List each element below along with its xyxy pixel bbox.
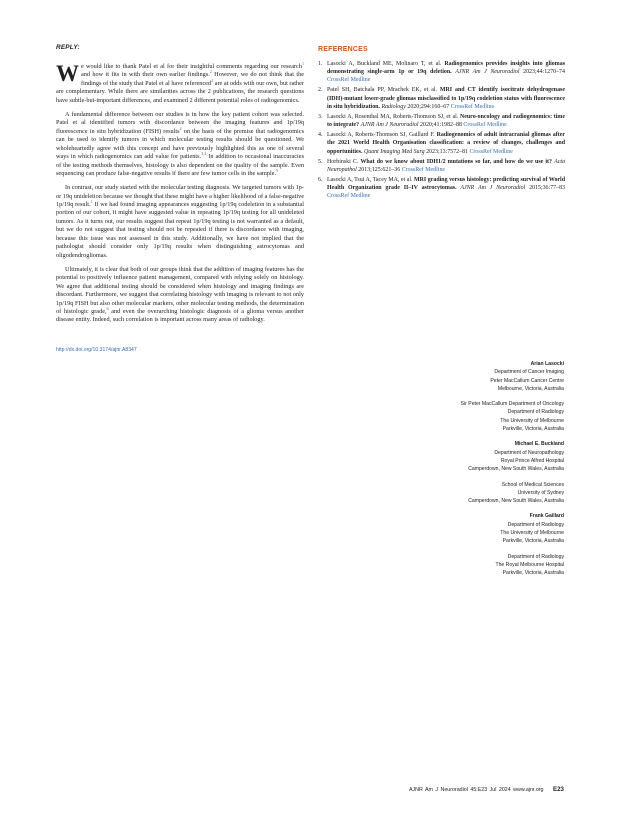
drop-cap: W <box>56 61 79 86</box>
reference-journal: AJNR Am J Neuroradiol <box>455 69 520 76</box>
reference-links[interactable]: CrossRef Medline <box>450 103 495 110</box>
page-number: E23 <box>552 786 564 793</box>
paragraph-3 <box>56 184 304 260</box>
affiliation-line: Department of Neuropathology <box>494 449 564 456</box>
affiliation-line: Royal Prince Alfred Hospital <box>500 457 564 464</box>
citation-link[interactable]: 2 <box>211 77 214 83</box>
page-footer <box>409 786 564 793</box>
reference-links[interactable]: CrossRef Medline <box>327 193 371 200</box>
reference-item <box>318 86 565 110</box>
affiliation-line: Department of Radiology <box>507 553 564 560</box>
affiliation-line: Sir Peter MacCallum Department of Oncology <box>460 401 564 408</box>
citation-link[interactable]: 5 <box>276 167 279 173</box>
reference-citation: 2023;13:7572–81 <box>426 148 468 155</box>
footer-journal: AJNR Am J Neuroradiol 45:E23 <box>408 787 488 793</box>
paragraph-text: However, we do not think that the findings of the study that Patel et al have referenced <box>81 71 304 87</box>
citation-link[interactable]: 2 <box>179 125 182 131</box>
spacer <box>461 433 564 440</box>
reference-item <box>318 60 565 84</box>
reference-title: MRI and CT identify isocitrate dehydrogenase (IDH)-mutant lower-grade gliomas misclassified to 1p/19q codeletion status with fluorescence in situ hybridization. <box>327 87 565 110</box>
spacer <box>461 393 564 400</box>
paragraph-2 <box>56 111 304 179</box>
references-list <box>318 60 565 201</box>
reference-journal: AJNR Am J Neuroradiol <box>460 185 526 192</box>
reference-links[interactable]: CrossRef Medline <box>327 77 371 84</box>
spacer <box>461 546 564 553</box>
reference-title: What do we know about IDH1/2 mutations so far, and how do we use it? <box>360 158 552 165</box>
paragraph-4 <box>56 266 304 325</box>
reference-number: 4. <box>318 132 323 139</box>
affiliation-line: School of Medical Sciences <box>501 481 564 488</box>
author-affiliations <box>461 360 564 578</box>
reference-authors: Lasocki A, Roberts-Thomson SJ, Gaillard F. <box>327 132 435 139</box>
affiliation-line: Department of Radiology <box>507 409 564 416</box>
affiliation-line: Melbourne, Victoria, Australia <box>497 385 564 392</box>
paragraph-text: In contrast, our study started with the molecular testing diagnosis. We targeted tumors with 1p- or 19q unideletion because we thought that these might have a higher likelihood of a false-negative 1p/19q result. <box>56 184 305 208</box>
article-body <box>56 44 304 353</box>
reference-links[interactable]: CrossRef Medline <box>469 148 513 155</box>
reference-item <box>318 158 565 174</box>
reference-number: 6. <box>318 177 323 184</box>
reference-citation: 2015;36:77–83 <box>529 185 566 192</box>
reference-citation: 2013;125:621–36 <box>358 166 401 173</box>
reference-item <box>318 113 565 129</box>
reply-heading: REPLY: <box>56 44 80 51</box>
reference-title: Neuro-oncology and radiogenomics: time to integrate? <box>327 113 565 129</box>
reference-authors: Lasocki A, Tsui A, Tacey MA, et al. <box>327 177 413 184</box>
reference-journal: Quant Imaging Med Surg <box>363 148 425 155</box>
reference-journal: Radiology <box>381 103 406 110</box>
affiliation-line: University of Sydney <box>517 489 564 496</box>
doi-link[interactable]: http://dx.doi.org/10.3174/ajnr.A8347 <box>56 346 137 353</box>
footer-date: Jul 2024 <box>489 787 511 793</box>
citation-link[interactable]: 3,4 <box>201 151 207 157</box>
affiliation-line: Department of Radiology <box>507 521 564 528</box>
reference-title: MRI grading versus histology: predicting survival of World Health Organization grade II–IV astrocytomas. <box>327 177 566 192</box>
reference-item <box>318 131 565 155</box>
reference-number: 3. <box>318 113 323 120</box>
reference-links[interactable]: CrossRef Medline <box>401 166 446 173</box>
reference-title: Radiogenomics provides insights into gliomas demonstrating single-arm 1p or 19q deletion. <box>327 61 566 76</box>
reference-citation: 2020;294:160–67 <box>407 103 450 110</box>
reference-authors: Lasocki A, Rosenthal MA, Roberts-Thomson SJ, et al. <box>327 113 459 120</box>
reference-title: Radiogenomics of adult intracranial gliomas after the 2021 World Health Organisation classification: a review of changes, challenges and opportunities. <box>327 132 565 155</box>
reference-journal: AJNR Am J Neuroradiol <box>360 122 419 129</box>
reference-item <box>318 176 565 200</box>
paragraph-1 <box>56 60 304 105</box>
paragraph-text: and how it fits in with their own earlier findings. <box>81 71 210 79</box>
references-section <box>318 44 565 203</box>
affiliation-line: Department of Cancer Imaging <box>494 369 564 376</box>
reference-number: 2. <box>318 87 323 94</box>
affiliation-line: Peter MacCallum Cancer Centre <box>490 377 564 384</box>
reference-authors: Patel SH, Batchala PP, Mrachek EK, et al. <box>327 87 437 94</box>
citation-link[interactable]: 1 <box>90 198 93 204</box>
spacer <box>461 474 564 481</box>
paragraph-text: A fundamental difference between our studies is in how the key patient cohort was selected. Patel et al identified tumors with discordance between the imaging features and 1p/19q fluorescence in situ hybridization (FISH) results <box>56 110 304 135</box>
reference-links[interactable]: CrossRef Medline <box>463 122 507 129</box>
paragraph-text: e would like to thank Patel et al for their insightful comments regarding our research <box>81 63 302 70</box>
affiliation-line: Camperdown, New South Wales, Australia <box>468 466 564 473</box>
affiliation-line: The Royal Melbourne Hospital <box>495 561 564 568</box>
author-name: Arian Lasocki <box>530 361 564 367</box>
paragraph-text: Ultimately, it is clear that both of our groups think that the addition of imaging features has the potential to positively influence patient management, compared with relying solely on histology. We agree that additional testing should be considered when histology and imaging findings are discordant. Furthermore, we suggest that correlating histology with imaging is relevant to not only 1p/19q FISH but also other molecular markers, other molecular testing methods, the determination of histologic grade, <box>56 265 304 316</box>
citation-link[interactable]: 6 <box>106 305 109 311</box>
reference-authors: Horbinski C. <box>327 158 359 165</box>
citation-link[interactable]: 1 <box>301 60 304 66</box>
paragraph-text: on the basis of the premise that radiogenomics can be used to identify tumors in which molecular testing results should be questioned. We wholeheartedly agree with this concept and have previously highlighted this as one of several ways in which radiogenomics can add value for patients. <box>56 127 304 161</box>
paragraph-text: If we had found imaging appearances suggesting 1p/19q codeletion in a substantial portion of our cohort, it might have suggested value in repeating 1p/19q testing for all unideleted tumors. As it turns out, our results suggest that repeat 1p/19q testing is not warranted as a default, but we do not suggest that testing should not be repeated if there is discordance with imaging, because this issue was not assessed in this study. Additionally, we have not implied that the pathologist should consider only 1p/19q results when distinguishing astrocytomas and oligodendrogliomas. <box>56 200 304 259</box>
affiliation-line: The University of Melbourne <box>500 530 564 537</box>
reference-citation: 2020;41:1982–88 <box>420 122 462 129</box>
affiliation-line: The University of Melbourne <box>500 417 564 424</box>
author-name: Frank Gaillard <box>529 513 564 520</box>
footer-site[interactable]: www.ajnr.org <box>513 787 544 793</box>
affiliation-line: Parkville, Victoria, Australia <box>502 538 564 545</box>
affiliation-line: Camperdown, New South Wales, Australia <box>468 498 564 505</box>
reference-authors: Lasocki A, Buckland ME, Molinaro T, et al. <box>327 61 442 67</box>
reference-number: 5. <box>318 158 323 165</box>
affiliation-line: Parkville, Victoria, Australia <box>502 570 564 577</box>
reference-number: 1. <box>318 61 323 67</box>
spacer <box>461 505 564 512</box>
citation-link[interactable]: 2 <box>209 69 212 75</box>
author-name: Michael E. Buckland <box>514 441 564 448</box>
paragraph-text: In addition to occasional inaccuracies of the testing methods themselves, histology is also dependent on the quality of the sample. Even sequencing can produce false-negative results if there are few tumor cells in the sample. <box>56 153 304 178</box>
paragraph-text: and even the overarching histologic diagnosis of a glioma versus another disease entity. Indeed, such correlation is important across many areas of radiology. <box>56 308 304 324</box>
affiliation-line: Parkville, Victoria, Australia <box>502 426 564 433</box>
references-heading: REFERENCES <box>318 46 368 53</box>
reference-journal: Acta Neuropathol <box>327 158 566 173</box>
reference-citation: 2023;44:1270–74 <box>523 69 565 76</box>
paragraph-text: are at odds with our own, but rather are complementary. While there are similarities across the 2 publications, the research questions have subtle-but-important differences, and examined 2 different potential roles of radiogenomics. <box>56 79 304 104</box>
